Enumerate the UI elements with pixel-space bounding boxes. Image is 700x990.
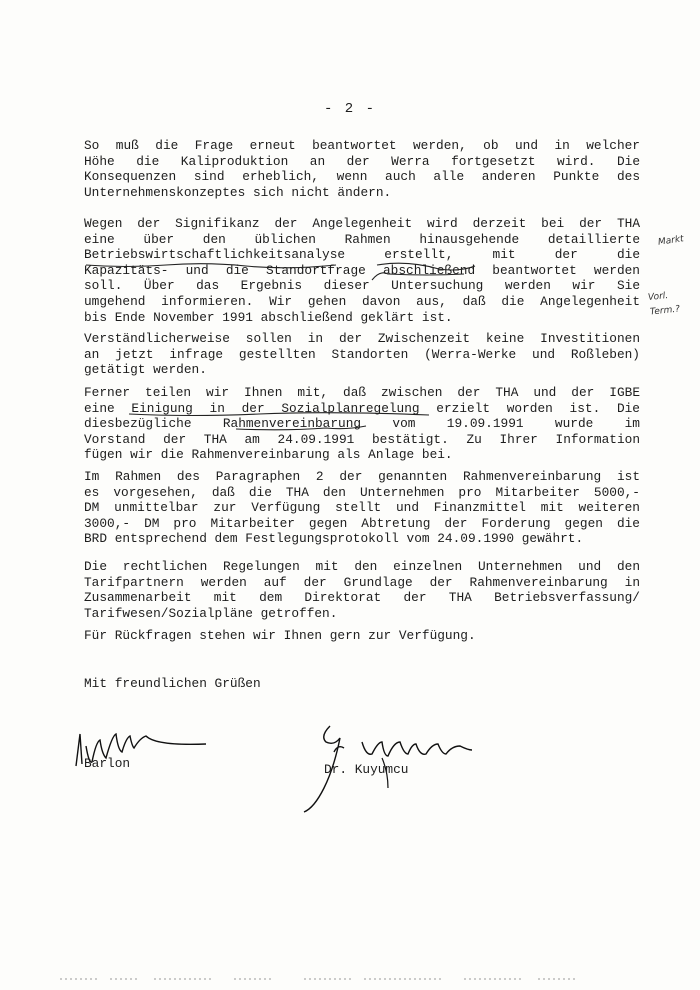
paragraph-7 [84, 628, 640, 644]
text-line: umgehend informieren. Wir gehen davon aus, daß die Angelegenheit [84, 293, 640, 309]
text-line: Im Rahmen des Paragraphen 2 der genannten Rahmenvereinbarung ist [84, 469, 640, 484]
text-line: an jetzt infrage gestellten Standorten (Werra-Werke und Roßleben) [84, 346, 640, 362]
margin-note: Vorl. [647, 290, 669, 304]
text-line: Konsequenzen sind erheblich, wenn auch alle anderen Punkte des [84, 169, 640, 185]
text-line: Zusammenarbeit mit dem Direktorat der THA Betriebsverfassung/ [84, 590, 640, 606]
text-line: soll. Über das Ergebnis dieser Untersuchung werden wir Sie [84, 278, 640, 294]
text-line: es vorgesehen, daß die THA den Unternehmen pro Mitarbeiter 5000,- [84, 484, 640, 500]
text-line: Ferner teilen wir Ihnen mit, daß zwischen der THA und der IGBE [84, 385, 640, 400]
paragraph-1 [84, 138, 640, 200]
paragraph-3 [84, 331, 640, 378]
paragraph-5 [84, 469, 640, 547]
paragraph-4 [84, 385, 640, 463]
text-line: diesbezügliche Rahmenvereinbarung vom 19.09.1991 wurde im [84, 416, 640, 432]
text-line: eine Einigung in der Sozialplanregelung erzielt worden ist. Die [84, 400, 640, 416]
text-line: Tarifpartnern werden auf der Grundlage der Rahmenvereinbarung in [84, 574, 640, 590]
closing-greeting: Mit freundlichen Grüßen [84, 676, 261, 691]
signatory-left: Barlon [84, 756, 131, 771]
page-number: - 2 - [323, 101, 376, 117]
scan-artifact [60, 976, 660, 982]
text-line: Die rechtlichen Regelungen mit den einzelnen Unternehmen und den [84, 559, 640, 574]
text-line: 3000,- DM pro Mitarbeiter gegen Abtretung der Forderung gegen die [84, 515, 640, 531]
text-line: getätigt werden. [84, 362, 207, 378]
text-line: So muß die Frage erneut beantwortet werden, ob und in welcher [84, 138, 640, 153]
text-line: Für Rückfragen stehen wir Ihnen gern zur Verfügung. [84, 628, 476, 643]
text-line: bis Ende November 1991 abschließend geklärt ist. [84, 309, 453, 325]
margin-note: Markt [657, 234, 685, 248]
text-line: Verständlicherweise sollen in der Zwischenzeit keine Investitionen [84, 331, 640, 346]
text-line: Tarifwesen/Sozialpläne getroffen. [84, 605, 338, 621]
text-line: Vorstand der THA am 24.09.1991 bestätigt. Zu Ihrer Information [84, 431, 640, 447]
text-line: fügen wir die Rahmenvereinbarung als Anlage bei. [84, 447, 453, 463]
text-line: Unternehmenskonzeptes sich nicht ändern. [84, 184, 392, 200]
paragraph-6 [84, 559, 640, 621]
text-line: DM unmittelbar zur Verfügung stellt und Finanzmittel mit weiteren [84, 500, 640, 516]
signatory-right: Dr. Kuyumcu [324, 762, 409, 777]
text-line: Wegen der Signifikanz der Angelegenheit wird derzeit bei der THA [84, 216, 640, 231]
text-line: Höhe die Kaliproduktion an der Werra fortgesetzt wird. Die [84, 153, 640, 169]
text-line: Kapazitäts- und die Standortfrage abschließend beantwortet werden [84, 262, 640, 278]
text-line: BRD entsprechend dem Festlegungsprotokoll vom 24.09.1990 gewährt. [84, 531, 584, 547]
paragraph-2 [84, 216, 640, 325]
margin-note: Term.? [649, 304, 681, 318]
text-line: Betriebswirtschaftlichkeitsanalyse erstellt, mit der die [84, 247, 640, 263]
text-line: eine über den üblichen Rahmen hinausgehende detaillierte [84, 231, 640, 247]
